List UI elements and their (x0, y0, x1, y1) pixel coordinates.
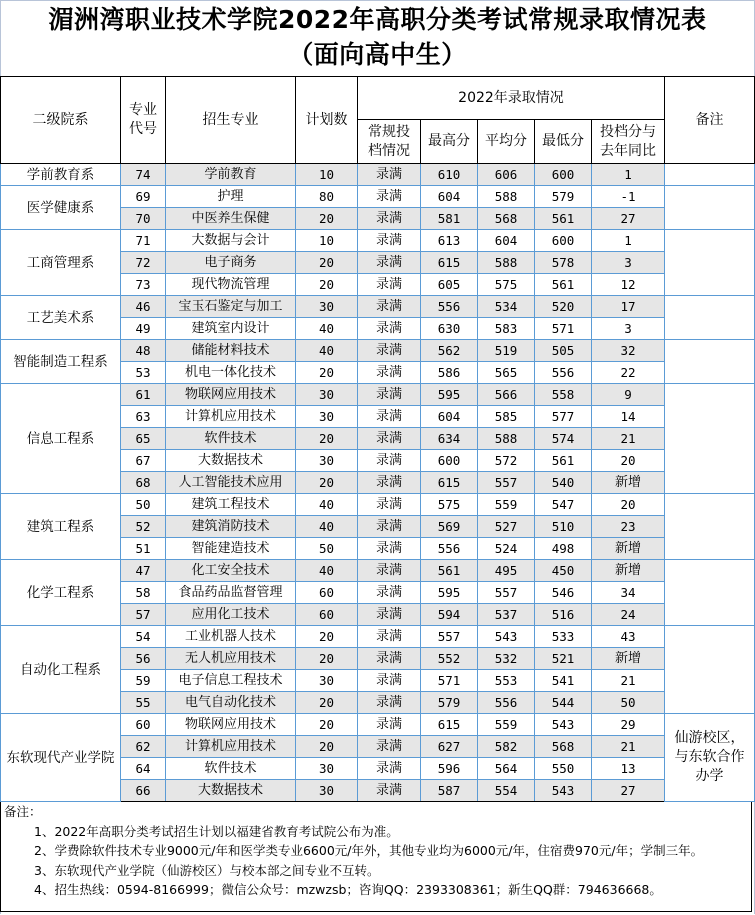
code-cell: 52 (121, 516, 166, 538)
status-cell: 录满 (358, 692, 421, 714)
avg-cell: 524 (478, 538, 535, 560)
status-cell: 录满 (358, 560, 421, 582)
min-cell: 544 (535, 692, 592, 714)
department-cell: 医学健康系 (1, 186, 121, 230)
code-cell: 48 (121, 340, 166, 362)
code-cell: 55 (121, 692, 166, 714)
min-cell: 561 (535, 450, 592, 472)
status-cell: 录满 (358, 384, 421, 406)
max-cell: 634 (421, 428, 478, 450)
compare-cell: 新增 (592, 538, 665, 560)
department-cell: 建筑工程系 (1, 494, 121, 560)
header-compare: 投档分与去年同比 (592, 120, 665, 164)
compare-cell: 20 (592, 450, 665, 472)
major-cell: 智能建造技术 (166, 538, 296, 560)
plan-cell: 20 (296, 208, 358, 230)
title-line-2: （面向高中生） (288, 40, 467, 69)
department-cell: 化学工程系 (1, 560, 121, 626)
max-cell: 630 (421, 318, 478, 340)
department-cell: 智能制造工程系 (1, 340, 121, 384)
major-cell: 软件技术 (166, 758, 296, 780)
plan-cell: 20 (296, 626, 358, 648)
max-cell: 579 (421, 692, 478, 714)
major-cell: 物联网应用技术 (166, 714, 296, 736)
admission-table (0, 76, 755, 802)
major-cell: 物联网应用技术 (166, 384, 296, 406)
min-cell: 521 (535, 648, 592, 670)
max-cell: 610 (421, 164, 478, 186)
compare-cell: 27 (592, 208, 665, 230)
avg-cell: 495 (478, 560, 535, 582)
compare-cell: 29 (592, 714, 665, 736)
compare-cell: 23 (592, 516, 665, 538)
status-cell: 录满 (358, 230, 421, 252)
department-cell: 自动化工程系 (1, 626, 121, 714)
compare-cell: 21 (592, 428, 665, 450)
plan-cell: 20 (296, 692, 358, 714)
notes-heading: 备注： (4, 804, 42, 819)
avg-cell: 553 (478, 670, 535, 692)
plan-cell: 20 (296, 472, 358, 494)
major-cell: 宝玉石鉴定与加工 (166, 296, 296, 318)
major-cell: 应用化工技术 (166, 604, 296, 626)
code-cell: 60 (121, 714, 166, 736)
min-cell: 540 (535, 472, 592, 494)
status-cell: 录满 (358, 296, 421, 318)
plan-cell: 20 (296, 736, 358, 758)
max-cell: 581 (421, 208, 478, 230)
major-cell: 电子商务 (166, 252, 296, 274)
remark-cell (665, 384, 755, 494)
major-cell: 人工智能技术应用 (166, 472, 296, 494)
min-cell: 546 (535, 582, 592, 604)
avg-cell: 604 (478, 230, 535, 252)
max-cell: 561 (421, 560, 478, 582)
major-cell: 大数据技术 (166, 780, 296, 802)
plan-cell: 50 (296, 538, 358, 560)
status-cell: 录满 (358, 318, 421, 340)
max-cell: 586 (421, 362, 478, 384)
remark-cell (665, 626, 755, 714)
min-cell: 600 (535, 230, 592, 252)
min-cell: 556 (535, 362, 592, 384)
major-cell: 建筑室内设计 (166, 318, 296, 340)
plan-cell: 30 (296, 406, 358, 428)
plan-cell: 40 (296, 516, 358, 538)
avg-cell: 585 (478, 406, 535, 428)
avg-cell: 554 (478, 780, 535, 802)
min-cell: 558 (535, 384, 592, 406)
max-cell: 595 (421, 582, 478, 604)
compare-cell: 20 (592, 494, 665, 516)
avg-cell: 572 (478, 450, 535, 472)
compare-cell: -1 (592, 186, 665, 208)
min-cell: 516 (535, 604, 592, 626)
plan-cell: 30 (296, 670, 358, 692)
code-cell: 66 (121, 780, 166, 802)
min-cell: 579 (535, 186, 592, 208)
code-cell: 67 (121, 450, 166, 472)
max-cell: 615 (421, 472, 478, 494)
header-status: 常规投档情况 (358, 120, 421, 164)
major-cell: 储能材料技术 (166, 340, 296, 362)
compare-cell: 27 (592, 780, 665, 802)
min-cell: 600 (535, 164, 592, 186)
title-line-1: 湄洲湾职业技术学院2022年高职分类考试常规录取情况表 (48, 5, 707, 34)
min-cell: 498 (535, 538, 592, 560)
table-row (1, 296, 755, 318)
compare-cell: 21 (592, 670, 665, 692)
plan-cell: 20 (296, 428, 358, 450)
code-cell: 51 (121, 538, 166, 560)
avg-cell: 588 (478, 186, 535, 208)
plan-cell: 30 (296, 758, 358, 780)
code-cell: 70 (121, 208, 166, 230)
major-cell: 现代物流管理 (166, 274, 296, 296)
remark-cell (665, 164, 755, 186)
avg-cell: 532 (478, 648, 535, 670)
status-cell: 录满 (358, 648, 421, 670)
plan-cell: 20 (296, 252, 358, 274)
department-cell: 学前教育系 (1, 164, 121, 186)
page-title (0, 2, 755, 72)
min-cell: 543 (535, 780, 592, 802)
header-2022-admission: 2022年录取情况 (358, 77, 665, 120)
compare-cell: 新增 (592, 472, 665, 494)
table-row (1, 186, 755, 208)
min-cell: 505 (535, 340, 592, 362)
code-cell: 57 (121, 604, 166, 626)
major-cell: 中医养生保健 (166, 208, 296, 230)
plan-cell: 40 (296, 318, 358, 340)
max-cell: 615 (421, 714, 478, 736)
avg-cell: 568 (478, 208, 535, 230)
max-cell: 594 (421, 604, 478, 626)
note-item: 3、东软现代产业学院（仙游校区）与校本部之间专业不互转。 (34, 862, 380, 878)
remark-cell: 仙游校区，与东软合作办学 (665, 714, 755, 802)
code-cell: 54 (121, 626, 166, 648)
max-cell: 552 (421, 648, 478, 670)
code-cell: 74 (121, 164, 166, 186)
max-cell: 557 (421, 626, 478, 648)
status-cell: 录满 (358, 208, 421, 230)
plan-cell: 20 (296, 362, 358, 384)
min-cell: 561 (535, 208, 592, 230)
header-avg: 平均分 (478, 120, 535, 164)
avg-cell: 557 (478, 582, 535, 604)
notes-box (0, 802, 752, 912)
compare-cell: 21 (592, 736, 665, 758)
code-cell: 63 (121, 406, 166, 428)
table-row (1, 384, 755, 406)
avg-cell: 583 (478, 318, 535, 340)
note-item: 1、2022年高职分类考试招生计划以福建省教育考试院公布为准。 (34, 823, 399, 839)
plan-cell: 60 (296, 582, 358, 604)
compare-cell: 新增 (592, 648, 665, 670)
compare-cell: 50 (592, 692, 665, 714)
code-cell: 64 (121, 758, 166, 780)
compare-cell: 3 (592, 252, 665, 274)
header-plan: 计划数 (296, 77, 358, 164)
plan-cell: 40 (296, 340, 358, 362)
code-cell: 59 (121, 670, 166, 692)
table-body (1, 164, 755, 802)
plan-cell: 30 (296, 780, 358, 802)
avg-cell: 588 (478, 428, 535, 450)
compare-cell: 9 (592, 384, 665, 406)
max-cell: 605 (421, 274, 478, 296)
compare-cell: 22 (592, 362, 665, 384)
compare-cell: 新增 (592, 560, 665, 582)
header-min: 最低分 (535, 120, 592, 164)
code-cell: 47 (121, 560, 166, 582)
max-cell: 575 (421, 494, 478, 516)
header-code: 专业代号 (121, 77, 166, 164)
code-cell: 71 (121, 230, 166, 252)
status-cell: 录满 (358, 758, 421, 780)
min-cell: 510 (535, 516, 592, 538)
max-cell: 604 (421, 406, 478, 428)
max-cell: 556 (421, 538, 478, 560)
code-cell: 69 (121, 186, 166, 208)
major-cell: 机电一体化技术 (166, 362, 296, 384)
status-cell: 录满 (358, 516, 421, 538)
code-cell: 53 (121, 362, 166, 384)
note-item: 2、学费除软件技术专业9000元/年和医学类专业6600元/年外，其他专业均为6000元/年，住宿费970元/年；学制三年。 (34, 843, 704, 858)
max-cell: 613 (421, 230, 478, 252)
plan-cell: 30 (296, 450, 358, 472)
major-cell: 计算机应用技术 (166, 736, 296, 758)
avg-cell: 527 (478, 516, 535, 538)
status-cell: 录满 (358, 252, 421, 274)
min-cell: 574 (535, 428, 592, 450)
header-major: 招生专业 (166, 77, 296, 164)
min-cell: 533 (535, 626, 592, 648)
status-cell: 录满 (358, 538, 421, 560)
major-cell: 工业机器人技术 (166, 626, 296, 648)
avg-cell: 564 (478, 758, 535, 780)
major-cell: 大数据与会计 (166, 230, 296, 252)
compare-cell: 24 (592, 604, 665, 626)
status-cell: 录满 (358, 670, 421, 692)
min-cell: 450 (535, 560, 592, 582)
compare-cell: 43 (592, 626, 665, 648)
avg-cell: 557 (478, 472, 535, 494)
plan-cell: 10 (296, 164, 358, 186)
status-cell: 录满 (358, 604, 421, 626)
compare-cell: 12 (592, 274, 665, 296)
major-cell: 建筑消防技术 (166, 516, 296, 538)
table-row (1, 626, 755, 648)
min-cell: 550 (535, 758, 592, 780)
avg-cell: 606 (478, 164, 535, 186)
note-item: 4、招生热线：0594-8166999；微信公众号：mzwzsb；咨询QQ：2393308361；新生QQ群：794636668。 (34, 882, 662, 897)
status-cell: 录满 (358, 780, 421, 802)
major-cell: 电子信息工程技术 (166, 670, 296, 692)
department-cell: 工艺美术系 (1, 296, 121, 340)
plan-cell: 80 (296, 186, 358, 208)
table-row (1, 714, 755, 736)
plan-cell: 30 (296, 384, 358, 406)
plan-cell: 60 (296, 604, 358, 626)
min-cell: 568 (535, 736, 592, 758)
status-cell: 录满 (358, 736, 421, 758)
max-cell: 627 (421, 736, 478, 758)
status-cell: 录满 (358, 186, 421, 208)
major-cell: 护理 (166, 186, 296, 208)
major-cell: 电气自动化技术 (166, 692, 296, 714)
max-cell: 556 (421, 296, 478, 318)
remark-cell (665, 296, 755, 340)
code-cell: 56 (121, 648, 166, 670)
code-cell: 46 (121, 296, 166, 318)
min-cell: 578 (535, 252, 592, 274)
avg-cell: 566 (478, 384, 535, 406)
plan-cell: 10 (296, 230, 358, 252)
compare-cell: 1 (592, 230, 665, 252)
status-cell: 录满 (358, 714, 421, 736)
department-cell: 工商管理系 (1, 230, 121, 296)
plan-cell: 40 (296, 494, 358, 516)
table-row (1, 164, 755, 186)
min-cell: 571 (535, 318, 592, 340)
avg-cell: 534 (478, 296, 535, 318)
plan-cell: 20 (296, 714, 358, 736)
max-cell: 587 (421, 780, 478, 802)
compare-cell: 13 (592, 758, 665, 780)
max-cell: 600 (421, 450, 478, 472)
remark-cell (665, 230, 755, 296)
compare-cell: 32 (592, 340, 665, 362)
remark-cell (665, 340, 755, 384)
avg-cell: 559 (478, 494, 535, 516)
code-cell: 73 (121, 274, 166, 296)
compare-cell: 17 (592, 296, 665, 318)
compare-cell: 14 (592, 406, 665, 428)
avg-cell: 519 (478, 340, 535, 362)
status-cell: 录满 (358, 428, 421, 450)
major-cell: 大数据技术 (166, 450, 296, 472)
code-cell: 65 (121, 428, 166, 450)
table-row (1, 560, 755, 582)
min-cell: 543 (535, 714, 592, 736)
max-cell: 604 (421, 186, 478, 208)
status-cell: 录满 (358, 450, 421, 472)
avg-cell: 565 (478, 362, 535, 384)
department-cell: 信息工程系 (1, 384, 121, 494)
code-cell: 50 (121, 494, 166, 516)
status-cell: 录满 (358, 494, 421, 516)
max-cell: 615 (421, 252, 478, 274)
status-cell: 录满 (358, 340, 421, 362)
code-cell: 61 (121, 384, 166, 406)
code-cell: 68 (121, 472, 166, 494)
status-cell: 录满 (358, 472, 421, 494)
major-cell: 计算机应用技术 (166, 406, 296, 428)
status-cell: 录满 (358, 274, 421, 296)
avg-cell: 556 (478, 692, 535, 714)
remark-cell (665, 186, 755, 230)
plan-cell: 30 (296, 296, 358, 318)
major-cell: 学前教育 (166, 164, 296, 186)
min-cell: 520 (535, 296, 592, 318)
status-cell: 录满 (358, 626, 421, 648)
max-cell: 571 (421, 670, 478, 692)
status-cell: 录满 (358, 582, 421, 604)
major-cell: 建筑工程技术 (166, 494, 296, 516)
avg-cell: 559 (478, 714, 535, 736)
code-cell: 49 (121, 318, 166, 340)
plan-cell: 40 (296, 560, 358, 582)
remark-cell (665, 494, 755, 560)
compare-cell: 1 (592, 164, 665, 186)
avg-cell: 575 (478, 274, 535, 296)
major-cell: 化工安全技术 (166, 560, 296, 582)
max-cell: 595 (421, 384, 478, 406)
min-cell: 541 (535, 670, 592, 692)
table-row (1, 340, 755, 362)
compare-cell: 3 (592, 318, 665, 340)
major-cell: 无人机应用技术 (166, 648, 296, 670)
min-cell: 561 (535, 274, 592, 296)
department-cell: 东软现代产业学院 (1, 714, 121, 802)
status-cell: 录满 (358, 362, 421, 384)
plan-cell: 20 (296, 274, 358, 296)
remark-cell (665, 560, 755, 626)
header-remark: 备注 (665, 77, 755, 164)
status-cell: 录满 (358, 164, 421, 186)
header-max: 最高分 (421, 120, 478, 164)
max-cell: 562 (421, 340, 478, 362)
avg-cell: 588 (478, 252, 535, 274)
avg-cell: 582 (478, 736, 535, 758)
max-cell: 569 (421, 516, 478, 538)
avg-cell: 543 (478, 626, 535, 648)
status-cell: 录满 (358, 406, 421, 428)
min-cell: 547 (535, 494, 592, 516)
code-cell: 72 (121, 252, 166, 274)
code-cell: 62 (121, 736, 166, 758)
table-row (1, 230, 755, 252)
header-department: 二级院系 (1, 77, 121, 164)
min-cell: 577 (535, 406, 592, 428)
avg-cell: 537 (478, 604, 535, 626)
compare-cell: 34 (592, 582, 665, 604)
max-cell: 596 (421, 758, 478, 780)
code-cell: 58 (121, 582, 166, 604)
table-row (1, 494, 755, 516)
major-cell: 食品药品监督管理 (166, 582, 296, 604)
major-cell: 软件技术 (166, 428, 296, 450)
plan-cell: 20 (296, 648, 358, 670)
